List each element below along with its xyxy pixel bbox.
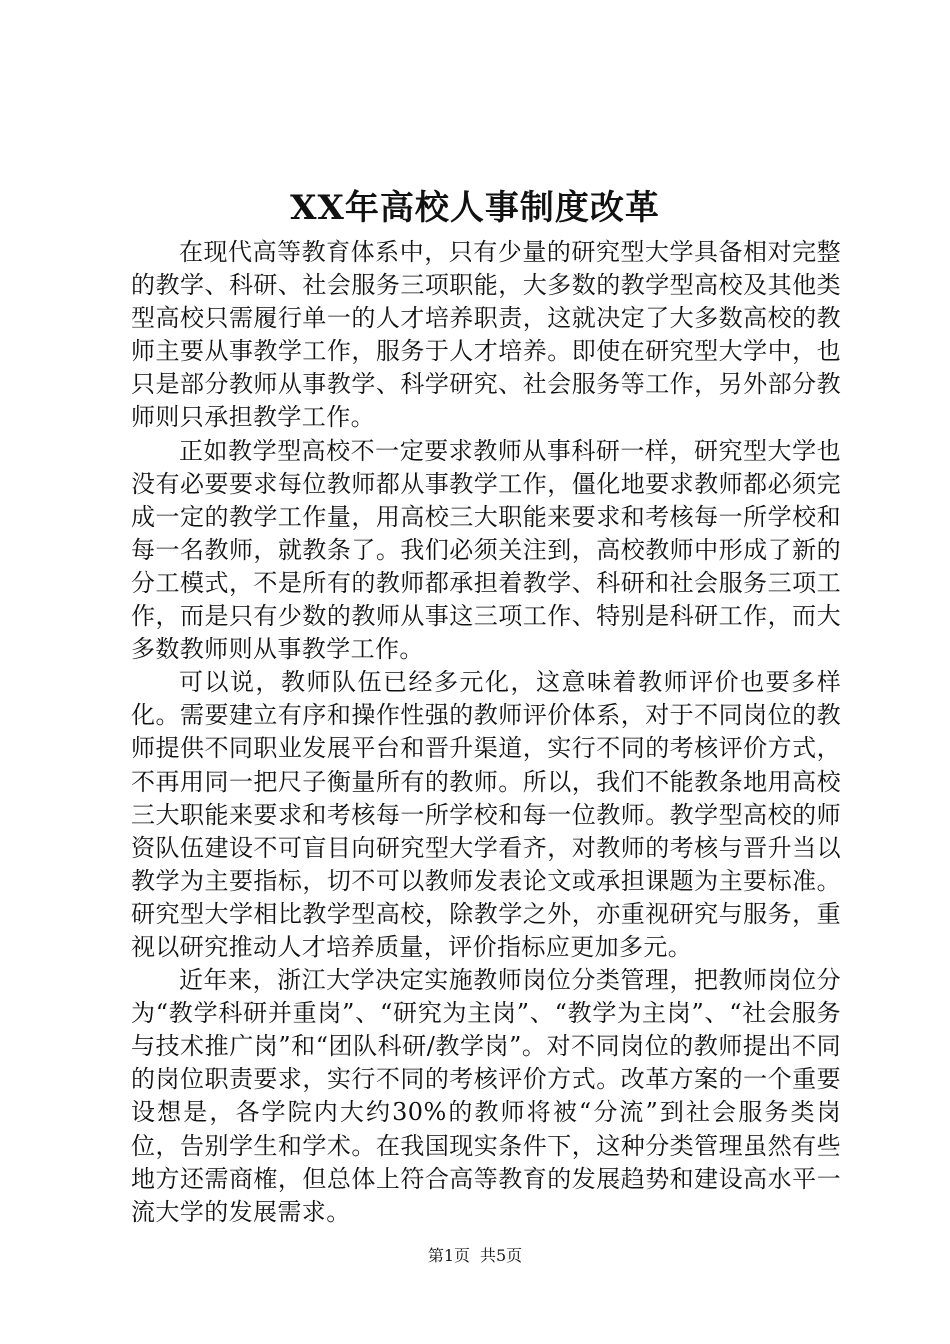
page-number: 第1页 xyxy=(427,1246,470,1265)
paragraph: 正如教学型高校不一定要求教师从事科研一样，研究型大学也没有必要要求每位教师都从事教学工作，僵化地要求教师都必须完成一定的教学工作量，用高校三大职能来要求和考核每一所学校和每一名教师，就教条了。我们必须关注到，高校教师中形成了新的分工模式，不是所有的教师都承担着教学、科研和社会服务三项工作，而是只有少数的教师从事这三项工作、特别是科研工作，而大多数教师则从事教学工作。 xyxy=(131,436,841,664)
page-total: 共5页 xyxy=(480,1246,523,1265)
paragraph: 可以说，教师队伍已经多元化，这意味着教师评价也要多样化。需要建立有序和操作性强的教师评价体系，对于不同岗位的教师提供不同职业发展平台和晋升渠道，实行不同的考核评价方式，不再用同一把尺子衡量所有的教师。所以，我们不能教条地用高校三大职能来要求和考核每一所学校和每一位教师。教学型高校的师资队伍建设不可盲目向研究型大学看齐，对教师的考核与晋升当以教学为主要指标，切不可以教师发表论文或承担课题为主要标准。研究型大学相比教学型高校，除教学之外，亦重视研究与服务，重视以研究推动人才培养质量，评价指标应更加多元。 xyxy=(131,668,841,961)
paragraph: 近年来，浙江大学决定实施教师岗位分类管理，把教师岗位分为“教学科研并重岗”、“研究为主岗”、“教学为主岗”、“社会服务与技术推广岗”和“团队科研/教学岗”。对不同岗位的教师提出不同的岗位职责要求，实行不同的考核评价方式。改革方案的一个重要设想是，各学院内大约30%的教师将被“分流”到社会服务类岗位，告别学生和学术。在我国现实条件下，这种分类管理虽然有些地方还需商榷，但总体上符合高等教育的发展趋势和建设高水平一流大学的发展需求。 xyxy=(131,966,841,1226)
document-title: XX年高校人事制度改革 xyxy=(290,188,660,228)
paragraph: 在现代高等教育体系中，只有少量的研究型大学具备相对完整的教学、科研、社会服务三项职能，大多数的教学型高校及其他类型高校只需履行单一的人才培养职责，这就决定了大多数高校的教师主要从事教学工作，服务于人才培养。即使在研究型大学中，也只是部分教师从事教学、科学研究、社会服务等工作，另外部分教师则只承担教学工作。 xyxy=(131,238,841,432)
page-footer xyxy=(0,1245,950,1267)
document-body xyxy=(131,236,841,1229)
